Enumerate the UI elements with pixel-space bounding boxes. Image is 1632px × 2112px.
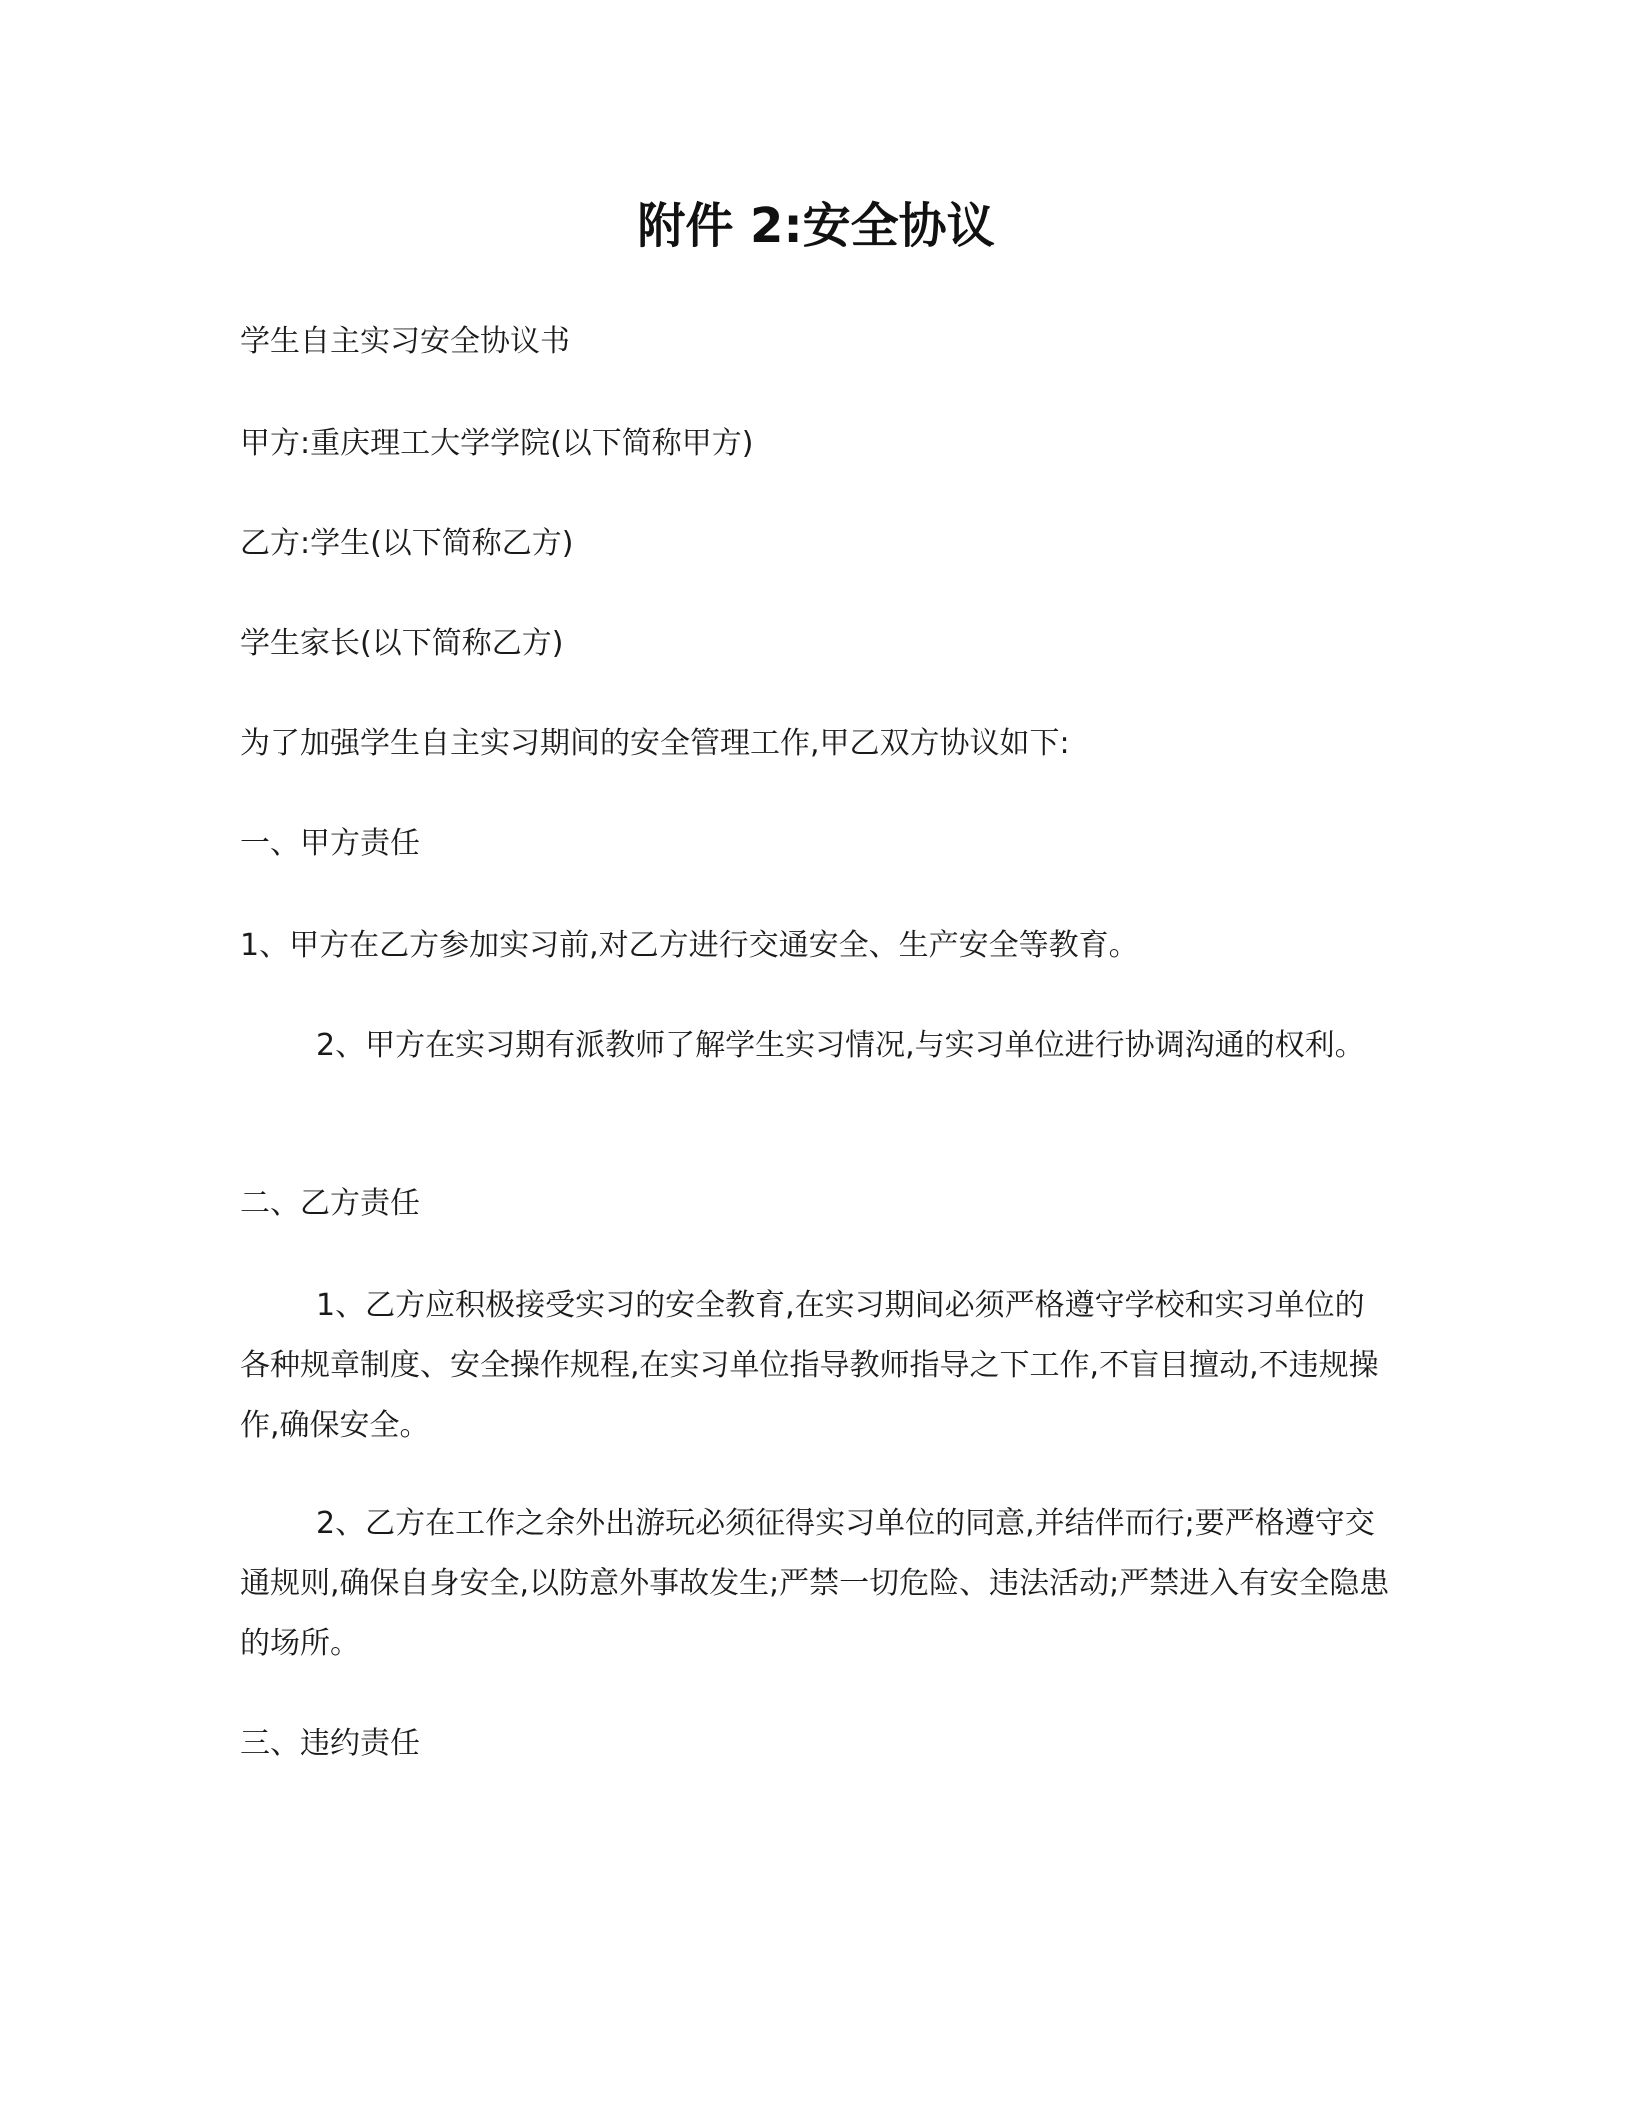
party-a-line: 甲方:重庆理工大学学院(以下简称甲方)	[240, 426, 754, 461]
intro-paragraph: 为了加强学生自主实习期间的安全管理工作,甲乙双方协议如下:	[240, 726, 1070, 761]
party-a-clause-2	[240, 1016, 1390, 1076]
party-b-clause-1	[240, 1276, 1390, 1456]
party-b-clause-2	[240, 1494, 1390, 1674]
agreement-name: 学生自主实习安全协议书	[240, 324, 570, 359]
party-b-clause-2-text: 2、乙方在工作之余外出游玩必须征得实习单位的同意,并结伴而行;要严格遵守交通规则,确保自身安全,以防意外事故发生;严禁一切危险、违法活动;严禁进入有安全隐患的场所。	[240, 1506, 1390, 1661]
party-b-clause-1-text: 1、乙方应积极接受实习的安全教育,在实习期间必须严格遵守学校和实习单位的各种规章制度、安全操作规程,在实习单位指导教师指导之下工作,不盲目擅动,不违规操作,确保安全。	[240, 1288, 1379, 1443]
section-heading-party-b: 二、乙方责任	[240, 1186, 420, 1221]
section-heading-liability: 三、违约责任	[240, 1726, 420, 1761]
parent-line: 学生家长(以下简称乙方)	[240, 626, 564, 661]
party-a-clause-1: 1、甲方在乙方参加实习前,对乙方进行交通安全、生产安全等教育。	[240, 928, 1139, 963]
party-b-line: 乙方:学生(以下简称乙方)	[240, 526, 574, 561]
section-heading-party-a: 一、甲方责任	[240, 826, 420, 861]
party-a-clause-2-text: 2、甲方在实习期有派教师了解学生实习情况,与实习单位进行协调沟通的权利。	[316, 1028, 1365, 1063]
document-title: 附件 2:安全协议	[637, 198, 995, 254]
